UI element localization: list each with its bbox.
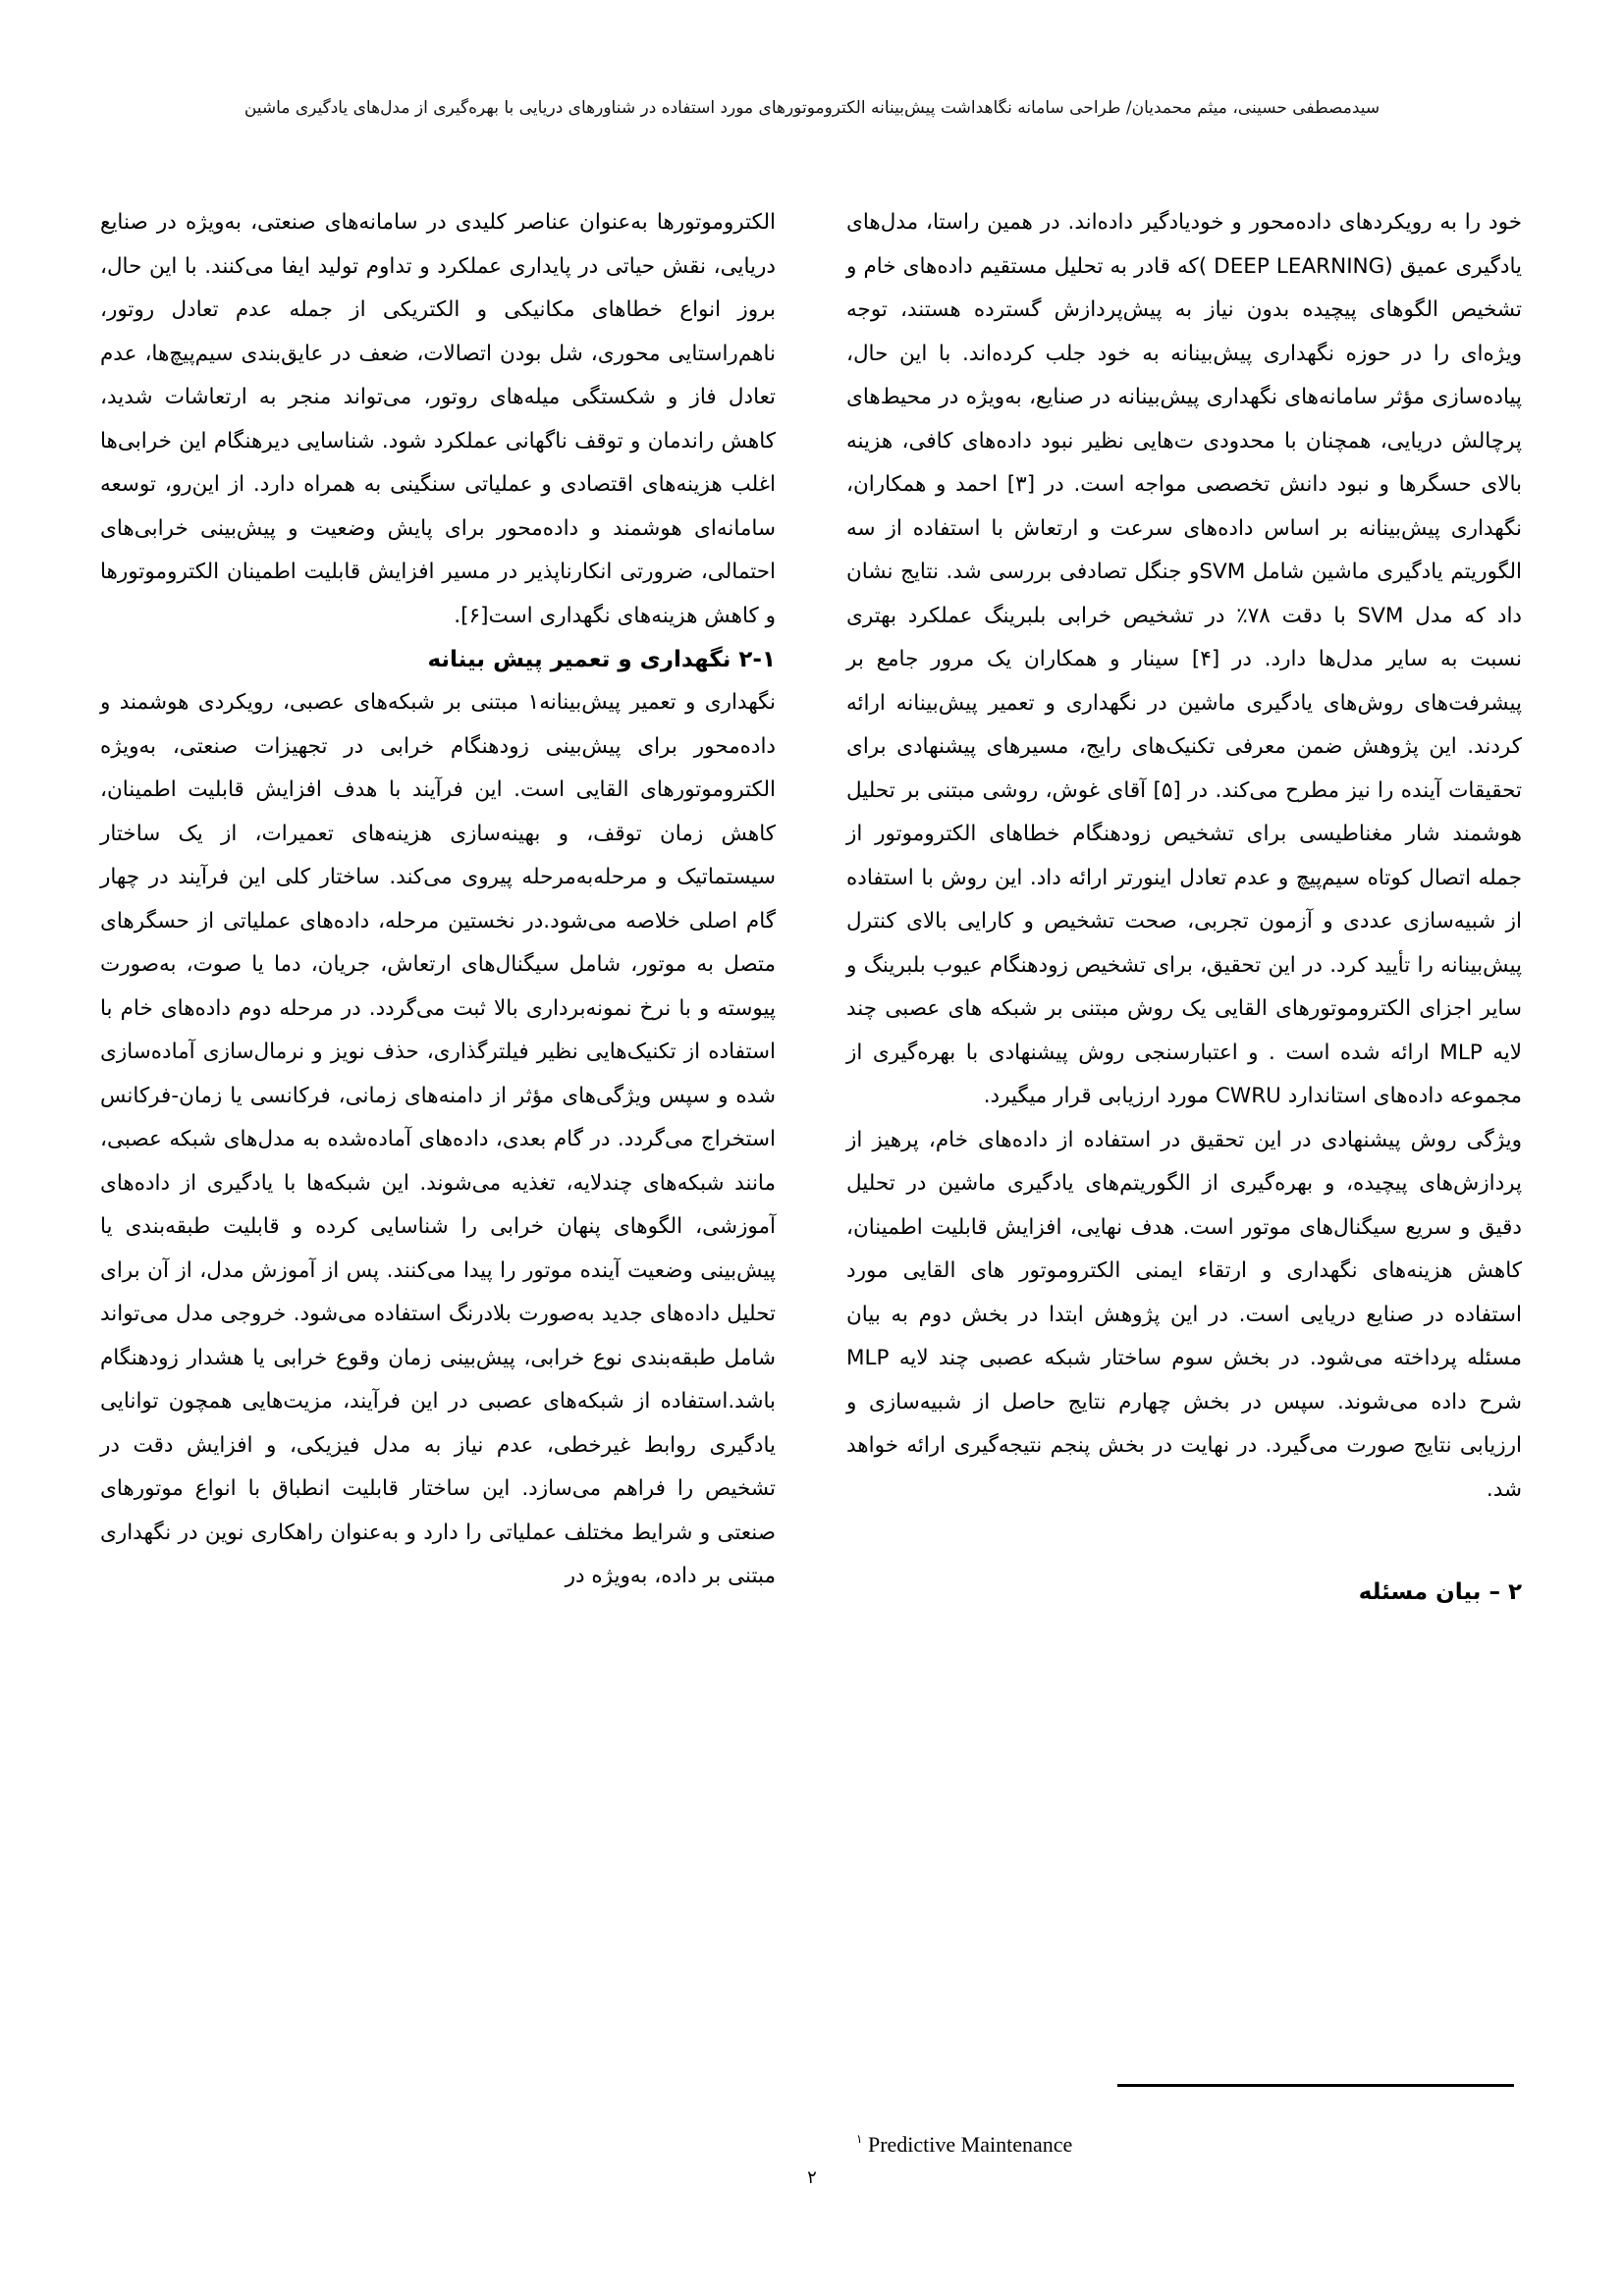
paragraph-motor-faults: الکتروموتورها به‌عنوان عناصر کلیدی در سامانه‌های صنعتی، به‌ویژه در صنایع دریایی، نقش حیاتی در پایداری عملکرد و تداوم تولید ایفا می‌کنند. با این حال، بروز انواع خطاهای مکانیکی و الکتریکی از جمله عدم تعادل روتور، ناهم‌راستایی محوری، شل بودن اتصالات، ضعف در عایق‌بندی سیم‌پیچ‌ها، عدم تعادل فاز و شکستگی میله‌های روتور، می‌تواند منجر به ارتعاشات شدید، کاهش راندمان و توقف ناگهانی عملکرد شود. شناسایی دیرهنگام این خرابی‌ها اغلب هزینه‌های اقتصادی و عملیاتی سنگینی به همراه دارد. از این‌رو، توسعه سامانه‌ای هوشمند و داده‌محور برای پایش وضعیت و پیش‌بینی خرابی‌های احتمالی، ضرورتی انکارناپذیر در مسیر افزایش قابلیت اطمینان الکتروموتورها و کاهش هزینه‌های نگهداری است[۶]. [100,210,776,628]
paragraph-literature-review: خود را به رویکردهای داده‌محور و خودیادگیر داده‌اند. در همین راستا، مدل‌های یادگیری عمیق (DEEP LEARNING )که قادر به تحلیل مستقیم داده‌های خام و تشخیص الگوهای پیچیده بدون نیاز به پیش‌پردازش گسترده هستند، توجه ویژه‌ای را در حوزه نگهداری پیش‌بینانه به خود جلب کرده‌اند. با این حال، پیاده‌سازی مؤثر سامانه‌های نگهداری پیش‌بینانه در صنایع، به‌ویژه در محیط‌های پرچالش دریایی، همچنان با محدودی ت‌هایی نظیر نبود داده‌های کافی، هزینه بالای حسگرها و نبود دانش تخصصی مواجه است. در [۳] احمد و همکاران، نگهداری پیش‌بینانه بر اساس داده‌های سرعت و ارتعاش با استفاده از سه الگوریتم یادگیری ماشین شامل SVMو جنگل تصادفی بررسی شد. نتایج نشان داد که مدل SVM با دقت ۷۸٪ در تشخیص خرابی بلبرینگ عملکرد بهتری نسبت به سایر مدل‌ها دارد. در [۴] سینار و همکاران یک مرور جامع بر پیشرفت‌های روش‌های یادگیری ماشین در نگهداری و تعمیر پیش‌بینانه ارائه کردند. این پژوهش ضمن معرفی تکنیک‌های رایج، مسیرهای پیشنهادی برای تحقیقات آینده را نیز مطرح می‌کند. در [۵] آقای غوش، روشی مبتنی بر تحلیل هوشمند شار مغناطیسی برای تشخیص زودهنگام خطاهای الکتروموتور از جمله اتصال کوتاه سیم‌پیچ و عدم تعادل اینورتر ارائه داد. این روش با استفاده از شبیه‌سازی عددی و آزمون تجربی، صحت تشخیص و کارایی بالای کنترل پیش‌بینانه را تأیید کرد. در این تحقیق، برای تشخیص زودهنگام عیوب بلبرینگ و سایر اجزای الکتروموتورهای القایی یک روش مبتنی بر شبکه های عصبی چند لایه MLP ارائه شده است . و اعتبارسنجی روش پیشنهادی با بهره‌گیری از مجموعه داده‌های استاندارد CWRU مورد ارزیابی قرار میگیرد. [846,210,1523,1108]
section-heading-predictive-maintenance: ۲-۱ نگهداری و تعمیر پیش بینانه [427,647,776,672]
section-heading-problem-statement: ۲ – بیان مسئله [1358,1579,1522,1605]
left-column [100,201,776,1599]
page-number: ۲ [807,2167,817,2188]
right-column [846,201,1522,1614]
footnote-marker: ۱ [856,2132,863,2146]
footnote-text: Predictive Maintenance [867,2132,1073,2157]
footnote-divider [1117,2084,1514,2087]
paragraph-contribution: ویژگی روش پیشنهادی در این تحقیق در استفاده از داده‌های خام، پرهیز از پردازش‌های پیچیده، و بهره‌گیری از الگوریتم‌های یادگیری ماشین در تحلیل دقیق و سریع سیگنال‌های موتور است. هدف نهایی، افزایش قابلیت اطمینان، کاهش هزینه‌های نگهداری و ارتقاء ایمنی الکتروموتور های القایی مورد استفاده در صنایع دریایی است. در این پژوهش ابتدا در بخش دوم به بیان مسئله پرداخته می‌شود. در بخش سوم ساختار شبکه عصبی چند لایه MLP شرح داده می‌شوند. سپس در بخش چهارم نتایج حاصل از شبیه‌سازی و ارزیابی نتایج صورت می‌گیرد. در نهایت در بخش پنجم نتیجه‌گیری ارائه خواهد شد. [846,1127,1522,1502]
running-header: سیدمصطفی حسینی، میثم محمدیان/ طراحی سامانه نگاهداشت پیش‌بینانه الکتروموتورهای مورد استفاده در شناورهای دریایی با بهره‌گیری از مدل‌های یادگیری ماشین [244,98,1380,118]
footnote [856,2132,1072,2158]
paragraph-pm-process: نگهداری و تعمیر پیش‌بینانه۱ مبتنی بر شبکه‌های عصبی، رویکردی هوشمند و داده‌محور برای پیش‌بینی زودهنگام خرابی در تجهیزات صنعتی، به‌ویژه الکتروموتورهای القایی است. این فرآیند با هدف افزایش قابلیت اطمینان، کاهش زمان توقف، و بهینه‌سازی هزینه‌های تعمیرات، از یک ساختار سیستماتیک و مرحله‌به‌مرحله پیروی می‌کند. ساختار کلی این فرآیند در چهار گام اصلی خلاصه می‌شود.در نخستین مرحله، داده‌های عملیاتی از حسگرهای متصل به موتور، شامل سیگنال‌های ارتعاش، جریان، دما یا صوت، به‌صورت پیوسته و با نرخ نمونه‌برداری بالا ثبت می‌گردد. در مرحله دوم داده‌های خام با استفاده از تکنیک‌هایی نظیر فیلترگذاری، حذف نویز و نرمال‌سازی آماده‌سازی شده و سپس ویژگی‌های مؤثر از دامنه‌های زمانی، فرکانسی یا زمان-فرکانس استخراج می‌گردد. در گام بعدی، داده‌های آماده‌شده به مدل‌های شبکه عصبی، مانند شبکه‌های چندلایه، تغذیه می‌شوند. این شبکه‌ها با یادگیری از داده‌های آموزشی، الگوهای پنهان خرابی را شناسایی کرده و قابلیت طبقه‌بندی یا پیش‌بینی وضعیت آینده موتور را پیدا می‌کنند. پس از آموزش مدل، از آن برای تحلیل داده‌های جدید به‌صورت بلادرنگ استفاده می‌شود. خروجی مدل می‌تواند شامل طبقه‌بندی نوع خرابی، پیش‌بینی زمان وقوع خرابی یا هشدار زودهنگام باشد.استفاده از شبکه‌های عصبی در این فرآیند، مزیت‌هایی همچون توانایی یادگیری روابط غیرخطی، عدم نیاز به مدل فیزیکی، و افزایش دقت در تشخیص را فراهم می‌سازد. این ساختار قابلیت انطباق با انواع موتورهای صنعتی و شرایط مختلف عملیاتی را دارد و به‌عنوان راهکاری نوین در نگهداری مبتنی بر داده، به‌ویژه در [100,690,776,1588]
